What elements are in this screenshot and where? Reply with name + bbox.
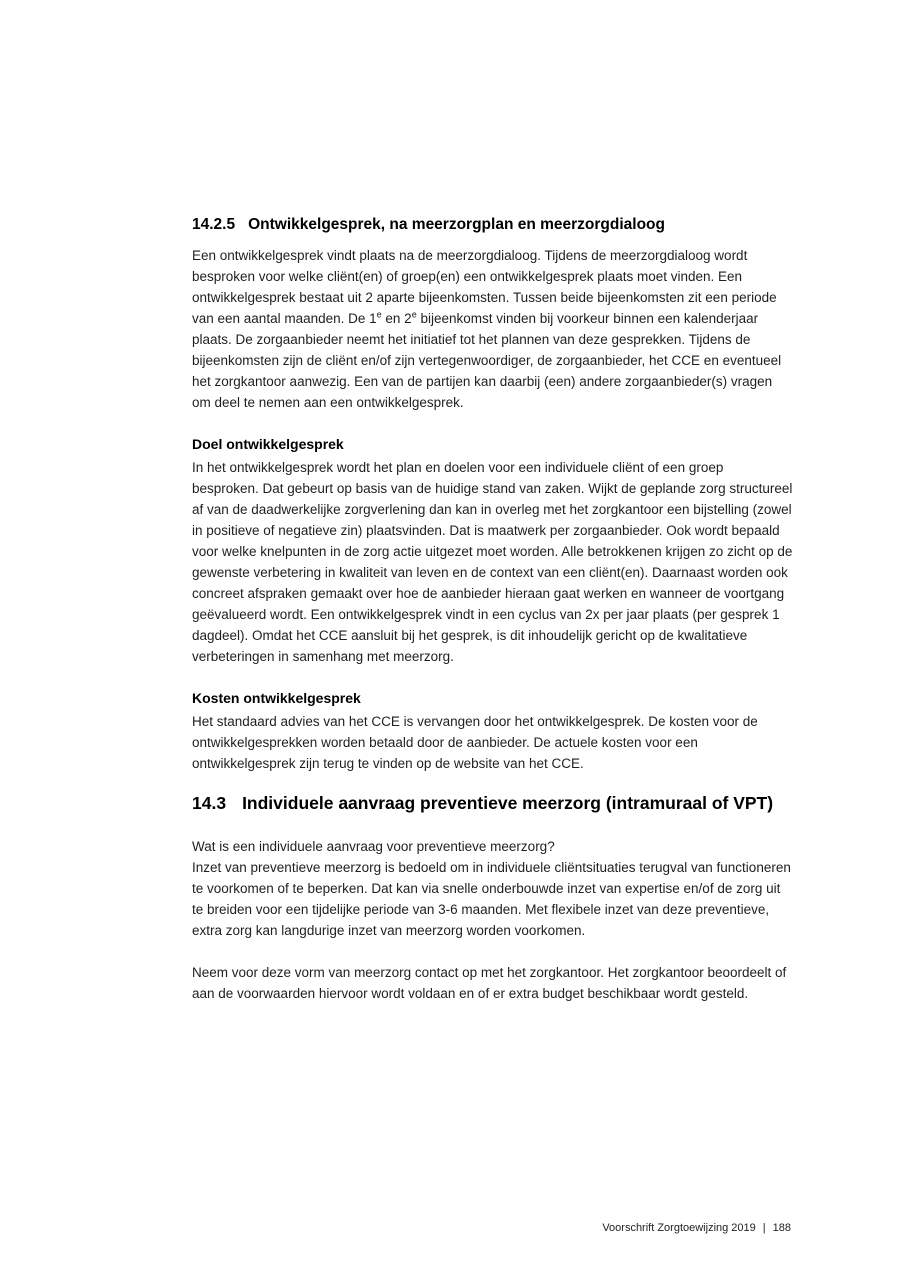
paragraph-ontwikkelgesprek-intro — [192, 245, 793, 413]
superscript-e: e — [376, 309, 382, 320]
section-number: 14.2.5 — [192, 216, 236, 233]
paragraph-kosten: Het standaard advies van het CCE is vervangen door het ontwikkelgesprek. De kosten voor de ontwikkelgesprekken worden betaald door de aanbieder. De actuele kosten voor een ontwikkelgesprek zijn terug te vinden op de website van het CCE. — [192, 714, 758, 771]
page-footer — [602, 1221, 791, 1235]
paragraph-zorgkantoor-contact: Neem voor deze vorm van meerzorg contact op met het zorgkantoor. Het zorgkantoor beoordeelt of aan de voorwaarden hiervoor wordt voldaan en of er extra budget beschikbaar wordt gesteld. — [192, 965, 787, 1001]
footer-separator: | — [762, 1222, 766, 1234]
paragraph-text: bijeenkomst vinden bij voorkeur binnen een kalenderjaar plaats. De zorgaanbieder neemt het initiatief tot het plannen van deze gesprekken. Tijdens de bijeenkomsten zijn de cliënt en/of zijn vertegenwoordiger, de zorgaanbieder, het CCE en eventueel het zorgkantoor aanwezig. Een van de partijen kan daarbij (een) andere zorgaanbieder(s) vragen om deel te nemen aan een ontwikkelgesprek. — [192, 311, 782, 410]
section-number: 14.3 — [192, 793, 227, 813]
section-heading-14-2-5 — [192, 215, 793, 235]
section-heading-14-3 — [192, 792, 793, 815]
paragraph-doel: In het ontwikkelgesprek wordt het plan en doelen voor een individuele cliënt of een groep besproken. Dat gebeurt op basis van de huidige stand van zaken. Wijkt de geplande zorg structureel af van de daadwerkelijke zorgverlening dan kan in overleg met het zorgkantoor een bijstelling (zowel in positieve of negatieve zin) plaatsvinden. Dat is maatwerk per zorgaanbieder. Ook wordt bepaald voor welke knelpunten in de zorg actie uitgezet moet worden. Alle betrokkenen krijgen zo zicht op de gewenste verbetering in kwaliteit van leven en de context van een cliënt(en). Daarnaast worden ook concreet afspraken gemaakt over hoe de aanbieder hieraan gaat werken en wanneer de voortgang geëvalueerd wordt. Een ontwikkelgesprek vindt in een cyclus van 2x per jaar plaats (per gesprek 1 dagdeel). Omdat het CCE aansluit bij het gesprek, is dit inhoudelijk gericht op de kwalitatieve verbeteringen in samenhang met meerzorg. — [192, 460, 793, 664]
superscript-e: e — [411, 309, 417, 320]
paragraph-preventieve-meerzorg: Inzet van preventieve meerzorg is bedoeld om in individuele cliëntsituaties terugval van functioneren te voorkomen of te beperken. Dat kan via snelle onderbouwde inzet van expertise en/of de zorg uit te breiden voor een tijdelijke periode van 3-6 maanden. Met flexibele inzet van deze preventieve, extra zorg kan langdurige inzet van meerzorg worden voorkomen. — [192, 860, 791, 938]
footer-doc-title: Voorschrift Zorgtoewijzing 2019 — [602, 1222, 756, 1234]
subsection-heading-kosten: Kosten ontwikkelgesprek — [192, 690, 361, 706]
paragraph-text: en 2 — [381, 311, 412, 326]
page-content — [192, 215, 793, 1004]
subsection-heading-doel: Doel ontwikkelgesprek — [192, 436, 344, 452]
section-title: Ontwikkelgesprek, na meerzorgplan en meerzorgdialoog — [248, 216, 665, 233]
paragraph-text: Een ontwikkelgesprek vindt plaats na de meerzorgdialoog. Tijdens de meerzorgdialoog wordt besproken voor welke cliënt(en) of groep(en) een ontwikkelgesprek plaats moet vinden. Een ontwikkelgesprek bestaat uit 2 aparte bijeenkomsten. Tussen beide bijeenkomsten zit een periode van een aantal maanden. De 1 — [192, 248, 777, 326]
footer-page-number: 188 — [772, 1222, 791, 1234]
intro-question: Wat is een individuele aanvraag voor preventieve meerzorg? — [192, 839, 555, 854]
section-title: Individuele aanvraag preventieve meerzorg (intramuraal of VPT) — [242, 793, 774, 813]
